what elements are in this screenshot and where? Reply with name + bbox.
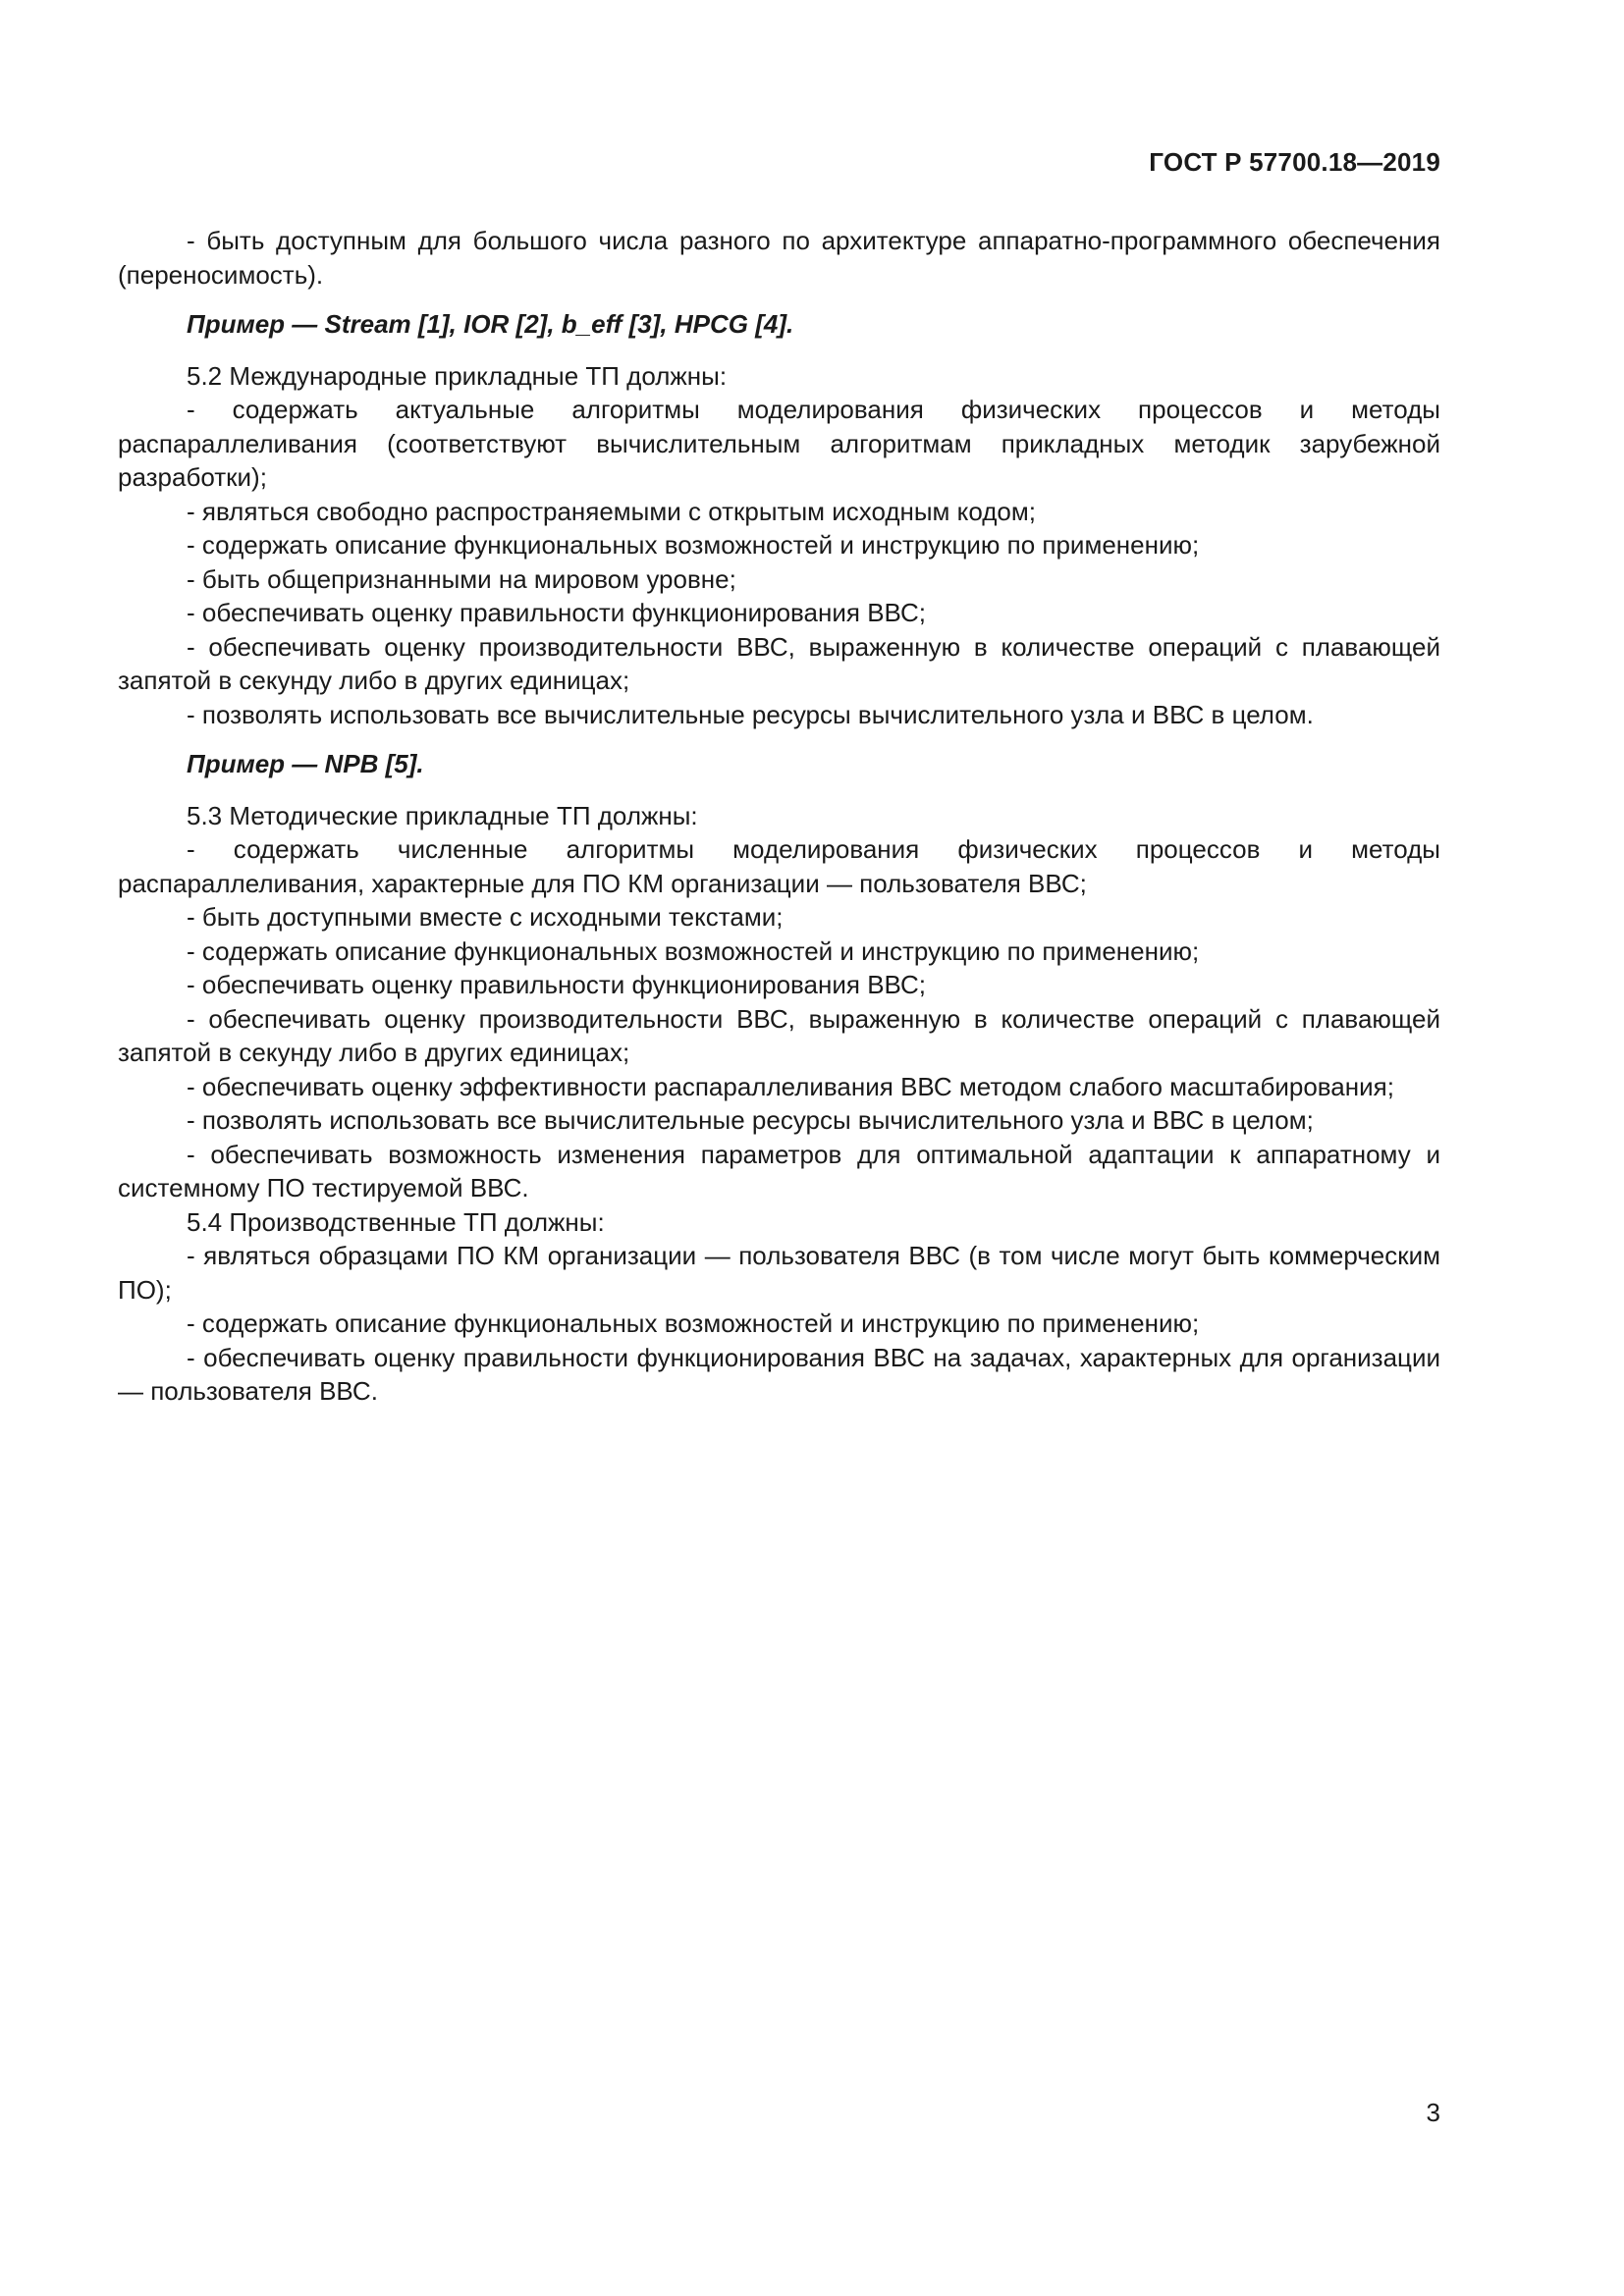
- list-item: - быть доступным для большого числа разного по архитектуре аппаратно-программного обеспечения (переносимость).: [118, 226, 1440, 290]
- list-item: - обеспечивать возможность изменения параметров для оптимальной адаптации к аппаратному и системному ПО тестируемой ВВС.: [118, 1139, 1440, 1202]
- list-item: - позволять использовать все вычислительные ресурсы вычислительного узла и ВВС в целом;: [187, 1105, 1314, 1135]
- page-number: 3: [1426, 2098, 1440, 2127]
- list-item: - содержать описание функциональных возможностей и инструкцию по применению;: [187, 530, 1200, 560]
- list-item: - обеспечивать оценку правильности функционирования ВВС на задачах, характерных для организации — пользователя ВВС.: [118, 1342, 1440, 1406]
- list-item: - быть общепризнанными на мировом уровне;: [187, 563, 736, 594]
- example-note: Пример — NPB [5].: [187, 749, 424, 778]
- list-item: - позволять использовать все вычислительные ресурсы вычислительного узла и ВВС в целом.: [187, 699, 1314, 729]
- document-body: [118, 224, 1440, 1409]
- list-item: - содержать описание функциональных возможностей и инструкцию по применению;: [187, 1308, 1200, 1338]
- list-item: - быть доступными вместе с исходными текстами;: [187, 902, 784, 932]
- example-note: Пример — Stream [1], IOR [2], b_eff [3], HPCG [4].: [187, 309, 794, 339]
- list-item: - являться свободно распространяемыми с открытым исходным кодом;: [187, 496, 1036, 526]
- list-item: - обеспечивать оценку правильности функционирования ВВС;: [187, 970, 927, 999]
- list-item: - обеспечивать оценку производительности ВВС, выраженную в количестве операций с плавающей запятой в секунду либо в других единицах;: [118, 1003, 1440, 1067]
- section-heading-5-3: 5.3 Методические прикладные ТП должны:: [187, 800, 698, 830]
- list-item: - обеспечивать оценку производительности ВВС, выраженную в количестве операций с плавающей запятой в секунду либо в других единицах;: [118, 631, 1440, 695]
- section-heading-5-2: 5.2 Международные прикладные ТП должны:: [187, 360, 728, 391]
- list-item: - содержать актуальные алгоритмы моделирования физических процессов и методы распараллеливания (соответствуют вычислительным алгоритмам прикладных методик зарубежной разработки);: [118, 395, 1440, 492]
- list-item: - обеспечивать оценку правильности функционирования ВВС;: [187, 598, 927, 627]
- list-item: - обеспечивать оценку эффективности распараллеливания ВВС методом слабого масштабирования;: [187, 1071, 1394, 1101]
- section-heading-5-4: 5.4 Производственные ТП должны:: [187, 1206, 605, 1237]
- document-code-header: ГОСТ Р 57700.18—2019: [1149, 147, 1440, 177]
- list-item: - являться образцами ПО КМ организации — пользователя ВВС (в том числе могут быть коммерческим ПО);: [118, 1241, 1440, 1305]
- list-item: - содержать численные алгоритмы моделирования физических процессов и методы распараллеливания, характерные для ПО КМ организации — пользователя ВВС;: [118, 834, 1440, 898]
- list-item: - содержать описание функциональных возможностей и инструкцию по применению;: [187, 935, 1200, 966]
